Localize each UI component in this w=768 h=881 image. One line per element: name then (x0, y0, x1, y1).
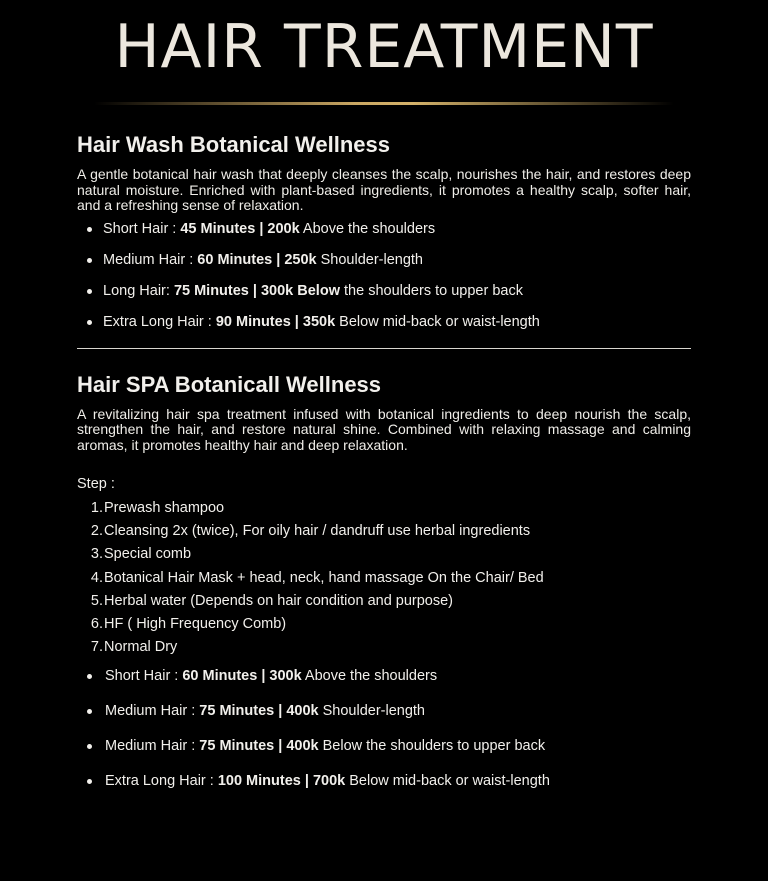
price-length-note: Shoulder-length (318, 703, 426, 720)
price-item-short-hair (77, 659, 691, 694)
step-number: 2. (90, 523, 103, 540)
bullet-icon (87, 674, 92, 679)
price-item-medium-hair-long (77, 729, 691, 764)
price-duration-cost: 90 Minutes | 350k (215, 313, 336, 330)
price-item-long-hair (77, 276, 691, 307)
price-item-extra-long-hair (77, 307, 691, 338)
price-label: Short Hair : (103, 220, 181, 237)
bullet-icon (87, 289, 92, 294)
hair-wash-price-list (77, 214, 691, 338)
hair-spa-section (77, 371, 691, 800)
page-title: HAIR TREATMENT (114, 12, 654, 82)
price-length-note: Shoulder-length (316, 251, 424, 268)
bullet-icon (87, 227, 92, 232)
price-label: Medium Hair : (105, 738, 200, 755)
price-label: Extra Long Hair : (105, 773, 218, 790)
bullet-icon (87, 709, 92, 714)
price-duration-cost: 75 Minutes | 300k Below (173, 282, 340, 299)
price-item-medium-hair (77, 245, 691, 276)
step-text: HF ( High Frequency Comb) (104, 615, 287, 632)
step-item (77, 613, 691, 636)
price-item-medium-hair (77, 694, 691, 729)
hair-spa-price-list (77, 659, 691, 799)
price-duration-cost: 100 Minutes | 700k (217, 773, 346, 790)
price-length-note: the shoulders to upper back (339, 282, 523, 299)
hair-wash-heading: Hair Wash Botanical Wellness (77, 132, 390, 157)
step-item (77, 636, 691, 659)
step-text: Herbal water (Depends on hair condition and purpose) (104, 592, 454, 609)
step-item (77, 567, 691, 590)
step-text: Normal Dry (104, 639, 178, 656)
price-length-note: Below the shoulders to upper back (318, 738, 546, 755)
step-item (77, 543, 691, 566)
step-number: 7. (90, 639, 103, 656)
price-duration-cost: 75 Minutes | 400k (199, 703, 319, 720)
price-item-short-hair (77, 214, 691, 245)
step-item (77, 497, 691, 520)
price-label: Extra Long Hair : (103, 313, 216, 330)
price-duration-cost: 75 Minutes | 400k (199, 738, 319, 755)
hair-wash-description: A gentle botanical hair wash that deeply cleanses the scalp, nourishes the hair, and restores deep natural moisture. Enriched with plant-based ingredients, it promotes a healthy scalp, softer hair, and a refreshing sense of relaxation. (77, 166, 691, 213)
hair-wash-section (77, 131, 691, 338)
step-text: Botanical Hair Mask + head, neck, hand massage On the Chair/ Bed (104, 569, 544, 586)
price-length-note: Above the shoulders (299, 220, 436, 237)
step-text: Prewash shampoo (104, 500, 225, 516)
section-divider (77, 348, 691, 349)
step-item (77, 590, 691, 613)
step-number: 4. (90, 569, 103, 586)
step-text: Cleansing 2x (twice), For oily hair / dandruff use herbal ingredients (104, 523, 531, 540)
bullet-icon (87, 258, 92, 263)
price-label: Short Hair : (105, 668, 183, 685)
price-length-note: Below mid-back or waist-length (335, 313, 540, 330)
bullet-icon (87, 779, 92, 784)
step-number: 1. (90, 500, 103, 516)
hair-spa-description: A revitalizing hair spa treatment infused with botanical ingredients to deep nourish the scalp, strengthen the hair, and restore natural shine. Combined with relaxing massage and calming aromas, it promotes healthy hair and deep relaxation. (77, 405, 691, 453)
step-item (77, 520, 691, 543)
price-item-extra-long-hair (77, 764, 691, 799)
steps-list (77, 497, 691, 659)
price-duration-cost: 60 Minutes | 300k (182, 668, 302, 685)
price-duration-cost: 60 Minutes | 250k (197, 251, 317, 268)
price-label: Medium Hair : (103, 251, 198, 268)
price-length-note: Below mid-back or waist-length (345, 773, 550, 790)
price-label: Long Hair: (103, 282, 174, 299)
step-number: 5. (90, 592, 103, 609)
hair-spa-heading: Hair SPA Botanicall Wellness (77, 371, 382, 397)
step-number: 3. (90, 546, 103, 563)
bullet-icon (87, 744, 92, 749)
step-text: Special comb (104, 546, 192, 563)
step-number: 6. (90, 615, 103, 632)
price-duration-cost: 45 Minutes | 200k (180, 220, 300, 237)
gold-divider (94, 102, 674, 105)
price-label: Medium Hair : (105, 703, 200, 720)
steps-label: Step : (77, 476, 115, 492)
bullet-icon (87, 320, 92, 325)
price-length-note: Above the shoulders (301, 668, 438, 685)
